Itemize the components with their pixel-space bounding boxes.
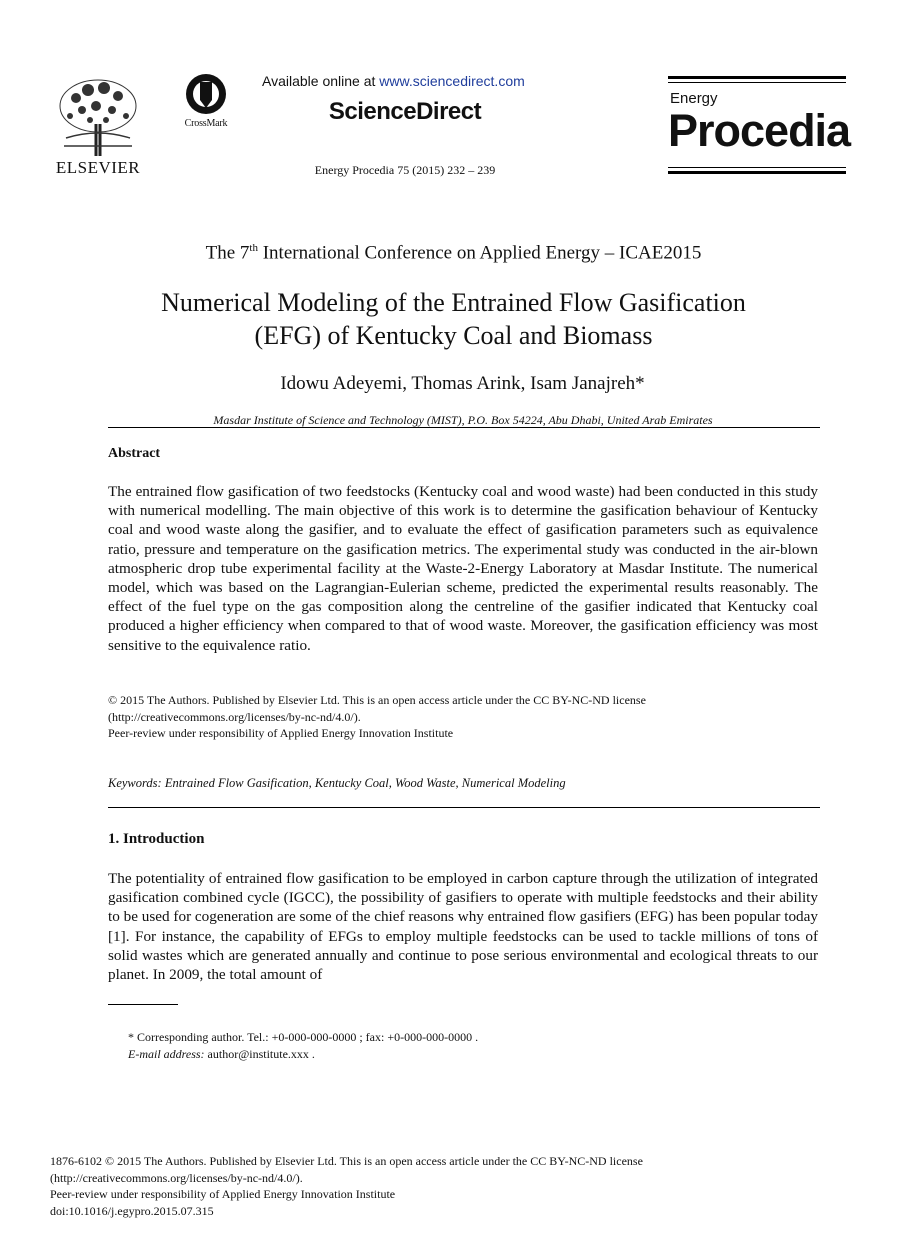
email-label: E-mail address:	[128, 1046, 205, 1061]
logo-rule-bottom-thin	[668, 167, 846, 168]
corresponding-author: * Corresponding author. Tel.: +0-000-000-0000 ; fax: +0-000-000-0000 .	[128, 1030, 479, 1044]
email-value: author@institute.xxx .	[204, 1046, 315, 1061]
paper-title	[80, 286, 827, 352]
abstract-heading: Abstract	[108, 446, 161, 461]
divider-top	[108, 427, 820, 428]
footnote	[128, 1029, 840, 1062]
sciencedirect-brand: ScienceDirect	[328, 98, 482, 125]
abstract-body: The entrained flow gasification of two feedstocks (Kentucky coal and wood waste) had been conducted in this study with numerical modelling. The main objective of this work is to determine the gasification behaviour of Kentucky coal and wood waste along the gasifier, and to evaluate the effect of gasification parameters such as equivalence ratio, pressure and temperature on the gasification metrics. The experimental study was conducted in the air-blown atmospheric drop tube experimental facility at the Waste-2-Energy Laboratory at Masdar Institute. The numerical model, which was based on the Lagrangian-Eulerian scheme, predicted the experimental results reasonably. The effect of the fuel type on the gas composition along the centreline of the gasifier indicated that Kentucky coal produced a higher efficiency when compared to that of wood waste. Moreover, the gasification efficiency was most sensitive to the equivalence ratio.	[108, 483, 818, 654]
crossmark-badge[interactable]	[176, 74, 236, 134]
divider-keywords	[108, 807, 820, 808]
footer-license-link[interactable]: (http://creativecommons.org/licenses/by-nc-nd/4.0/).	[50, 1170, 303, 1185]
keywords: Keywords: Entrained Flow Gasification, Kentucky Coal, Wood Waste, Numerical Modeling	[108, 776, 566, 790]
elsevier-logo	[50, 76, 146, 176]
footer-doi[interactable]: doi:10.1016/j.egypro.2015.07.315	[50, 1203, 214, 1218]
available-online	[262, 73, 562, 89]
logo-rule-top-thin	[668, 82, 846, 83]
conference-name	[0, 242, 907, 264]
crossmark-label: CrossMark	[184, 118, 228, 129]
conference-ordinal: th	[249, 242, 258, 254]
logo-rule-bottom	[668, 171, 846, 174]
license-link[interactable]: (http://creativecommons.org/licenses/by-nc-nd/4.0/).	[108, 709, 361, 724]
title-line-1: Numerical Modeling of the Entrained Flow Gasification	[161, 288, 746, 317]
title-line-2: (EFG) of Kentucky Coal and Biomass	[254, 321, 653, 350]
affiliation: Masdar Institute of Science and Technology (MIST), P.O. Box 54224, Abu Dhabi, United Arab Emirates	[213, 413, 713, 427]
license-block	[108, 692, 820, 742]
elsevier-tree-icon	[56, 76, 140, 156]
introduction-body: The potentiality of entrained flow gasification to be employed in carbon capture through the utilization of integrated gasification combined cycle (IGCC), the possibility of gasifiers to operate with multiple feedstocks and their ability to be used for cogeneration are some of the chief reasons why entrained flow gasifiers (EFG) has been popular today [1]. For instance, the capability of EFGs to employ multiple feedstocks can be used to tackle millions of tons of solid wastes which are generated annually and continue to pose serious environmental and ecological threats to our planet. In 2009, the total amount of	[108, 870, 818, 984]
footer-copyright: 1876-6102 © 2015 The Authors. Published by Elsevier Ltd. This is an open access article under the CC BY-NC-ND license	[50, 1154, 643, 1168]
elsevier-wordmark: ELSEVIER	[55, 158, 141, 177]
energy-procedia-logo	[668, 76, 851, 176]
license-peer-review: Peer-review under responsibility of Applied Energy Innovation Institute	[108, 726, 454, 740]
license-line-1: © 2015 The Authors. Published by Elsevier Ltd. This is an open access article under the CC BY-NC-ND license	[108, 693, 646, 707]
footer-peer-review: Peer-review under responsibility of Applied Energy Innovation Institute	[50, 1187, 396, 1201]
authors: Idowu Adeyemi, Thomas Arink, Isam Janajreh*	[280, 373, 645, 394]
conference-prefix: The 7	[205, 242, 250, 264]
logo-rule-top	[668, 76, 846, 79]
introduction-heading: 1. Introduction	[108, 831, 205, 847]
available-prefix: Available online at	[262, 73, 380, 89]
journal-name-small: Energy	[670, 90, 718, 107]
footnote-rule	[108, 1004, 178, 1005]
conference-suffix: International Conference on Applied Energy – ICAE2015	[257, 242, 702, 264]
journal-reference: Energy Procedia 75 (2015) 232 – 239	[314, 163, 496, 177]
page-footer	[50, 1153, 810, 1219]
journal-name-large: Procedia	[668, 105, 851, 156]
crossmark-icon	[176, 74, 236, 118]
sciencedirect-link[interactable]: www.sciencedirect.com	[379, 73, 525, 89]
email-line	[128, 1046, 840, 1063]
